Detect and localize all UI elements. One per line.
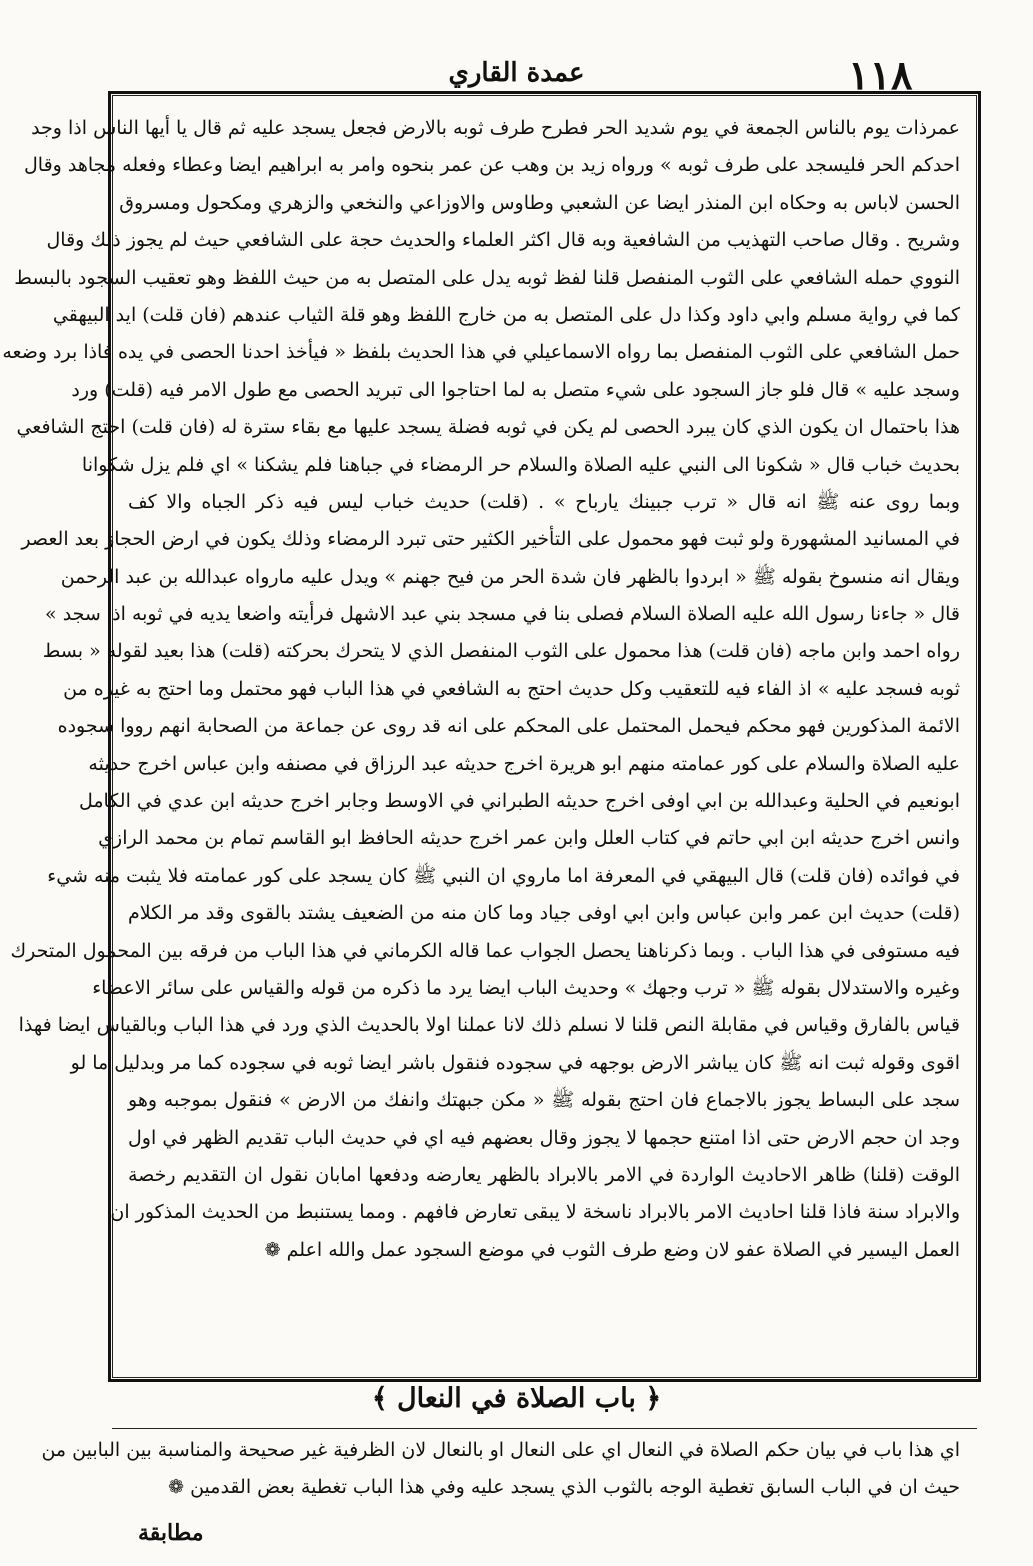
text-line: وغيره والاستدلال بقوله ﷺ « ترب وجهك » وحديث الباب ايضا يرد ما ذكره من قوله والقياس على سائر الاعضاء <box>92 976 960 999</box>
text-line: هذا باحتمال ان يكون الذي كان يبرد الحصى لم يكن في ثوبه فضلة يسجد عليها مع بقاء سترة له (فان قلت) احتج الشافعي <box>16 416 960 439</box>
text-line: ثوبه فسجد عليه » اذ الفاء فيه للتعقيب وكل حديث احتج به الشافعي في هذا الباب فهو محتمل وما احتج به غيره من <box>63 677 960 700</box>
text-line: رواه احمد وابن ماجه (فان قلت) هذا محمول على الثوب المنفصل الذي لا يتحرك بحركته (قلت) هذا بعيد لقوله « بسط <box>42 640 960 663</box>
body-text <box>2 110 960 1269</box>
text-line: الوقت (قلنا) ظاهر الاحاديث الواردة في الامر بالابراد بالظهر يعارضه ودفعها امابان نقول ان التقديم رخصة <box>128 1163 960 1186</box>
text-line: وسجد عليه » قال فلو جاز السجود على شيء متصل به لما احتاجوا الى تبريد الحصى مع طول الامر فيه (قلت) ورد <box>71 378 960 401</box>
text-line: ويقال انه منسوخ بقوله ﷺ « ابردوا بالظهر فان شدة الحر من فيح جهنم » ويدل عليه مارواه عبدالله بن عبد الرحمن <box>60 565 960 588</box>
text-line: ابونعيم في الحلية وعبدالله بن ابي اوفى اخرج حديثه الطبراني في الاوسط وجابر اخرج حديثه ابن عدي في الكامل <box>78 790 960 813</box>
running-title: عمدة القاري <box>448 58 585 88</box>
divider <box>112 1428 977 1429</box>
intro-line: حيث ان في الباب السابق تغطية الوجه بالثوب الذي يسجد عليه وفي هذا الباب تغطية بعض القدمين ❁ <box>168 1476 960 1499</box>
text-line: كما في رواية مسلم وابي داود وكذا دل على المتصل به من خارج اللفظ وهو قلة الثياب عندهم (فان قلت) ايد البيهقي <box>52 303 960 326</box>
text-line: (قلت) حديث ابن عمر وابن عباس وابن ابي اوفى جياد وما كان منه من الضعيف يشتد بالقوى وقد مر الكلام <box>128 902 960 925</box>
page-number: ١١٨ <box>848 52 913 99</box>
text-line: النووي حمله الشافعي على الثوب المنفصل قلنا لفظ ثوبه يدل على المتصل به من حيث اللفظ وهو تعقيب السجود بالبسط <box>14 266 960 289</box>
intro-line: اي هذا باب في بيان حكم الصلاة في النعال اي على النعال او بالنعال لان الظرفية غير صحيحة والمناسبة بين البابين من <box>41 1439 960 1461</box>
text-line: وشريح . وقال صاحب التهذيب من الشافعية وبه قال اكثر العلماء والحديث حجة على الشافعي حيث لم يجوز ذلك وقال <box>46 229 960 252</box>
text-line: اقوى وقوله ثبت انه ﷺ كان يباشر الارض بوجهه في سجوده فنقول باشر ايضا ثوبه في سجوده كما مر وبدليل ما لو <box>70 1051 960 1074</box>
text-line: عليه الصلاة والسلام على كور عمامته منهم ابو هريرة اخرج حديثه عبد الرزاق في مصنفه وابن عباس اخرج حديثه <box>88 752 960 775</box>
text-line: وجد ان حجم الارض حتى اذا امتنع حجمها لا يجوز وقال بعضهم فيه اي في حديث الباب تقديم الظهر في اول <box>128 1126 960 1149</box>
text-line: في فوائده (فان قلت) قال البيهقي في المعرفة اما ماروي ان النبي ﷺ كان يسجد على كور عمامته فلا يثبت منه شيء <box>47 864 960 887</box>
catchword: مطابقة <box>138 1520 204 1546</box>
chapter-intro <box>41 1432 960 1507</box>
text-line: وانس اخرج حديثه ابن ابي حاتم في كتاب العلل وابن عمر اخرج حديثه الحافظ ابو القاسم تمام بن محمد الرازي <box>98 827 960 850</box>
text-line: في المسانيد المشهورة ولو ثبت فهو محمول على التأخير الكثير حتى تبرد الرمضاء وذلك يكون في ارض الحجاز بعد العصر <box>21 528 960 551</box>
text-line: العمل اليسير في الصلاة عفو لان وضع طرف الثوب في موضع السجود عمل والله اعلم ❁ <box>264 1238 960 1261</box>
text-line: الائمة المذكورين فهو محكم فيحمل المحتمل على المحكم على انه قد روى عن جماعة من الصحابة انهم رووا سجوده <box>57 715 960 738</box>
text-line: بحديث خباب قال « شكونا الى النبي عليه الصلاة والسلام حر الرمضاء في جباهنا فلم يشكنا » اي فلم يزل شكوانا <box>81 453 960 476</box>
text-line: فيه مستوفى في هذا الباب . وبما ذكرناهنا يحصل الجواب عما قاله الكرماني في هذا الباب من فرقه بين المحمول المتحرك <box>10 939 960 962</box>
text-line: الحسن لاباس به وحكاه ابن المنذر ايضا عن الشعبي وطاوس والاوزاعي والنخعي والزهري ومكحول ومسروق <box>119 191 960 214</box>
text-line: قال « جاءنا رسول الله عليه الصلاة السلام فصلى بنا في مسجد بني عبد الاشهل فرأيته واضعا يديه في ثوبه اذا سجد » <box>45 603 960 626</box>
text-line: حمل الشافعي على الثوب المنفصل بما رواه الاسماعيلي في هذا الحديث بلفظ « فيأخذ احدنا الحصى في يده فاذا برد وضعه <box>2 341 960 364</box>
text-line: والابراد سنة فاذا قلنا احاديث الامر بالابراد ناسخة لا يبقى تعارض فافهم . ومما يستنبط من الحديث المذكور ان <box>110 1201 960 1224</box>
text-line: عمرذات يوم بالناس الجمعة في يوم شديد الحر فطرح طرف ثوبه بالارض فجعل يسجد عليه ثم قال يا أيها الناس اذا وجد <box>31 117 960 139</box>
text-line: احدكم الحر فليسجد على طرف ثوبه » ورواه زيد بن وهب عن عمر بنحوه وامر به ابراهيم ايضا وعطاء وفعله مجاهد وقال <box>23 154 960 177</box>
chapter-heading: ﴿ باب الصلاة في النعال ﴾ <box>371 1383 662 1414</box>
text-line: وبما روى عنه ﷺ انه قال « ترب جبينك يارباح » . (قلت) حديث خباب ليس فيه ذكر الجباه والا كف <box>128 490 960 513</box>
text-line: سجد على البساط يجوز بالاجماع فان احتج بقوله ﷺ « مكن جبهتك وانفك من الارض » فنقول بموجبه وهو <box>128 1089 960 1112</box>
text-line: قياس بالفارق وقياس في مقابلة النص قلنا لا نسلم ذلك لانا عملنا اولا بالحديث الذي ورد في هذا الباب وبالقياس ايضا فهذا <box>18 1014 960 1037</box>
